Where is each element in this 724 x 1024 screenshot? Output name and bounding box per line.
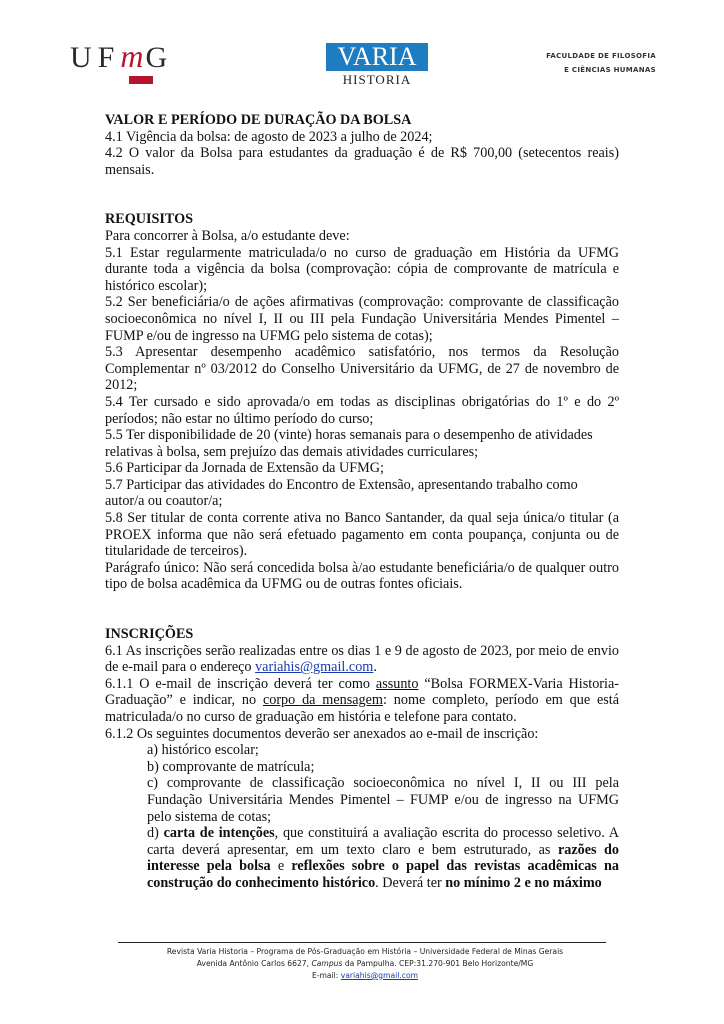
doc-d-text-1: , que constituirá a avaliação escrita do processo seletivo. A carta deverá apresentar, em um texto claro e bem estruturado, as [147,825,619,858]
item-4-2: 4.2 O valor da Bolsa para estudantes da graduação é de R$ 700,00 (setecentos reais) mensais. [105,145,619,178]
ufmg-logo [70,40,200,84]
varia-logo-bottom: HISTORIA [342,72,412,87]
varia-logo-top: VARIA [337,43,417,71]
doc-d-text-3: . Deverá ter [375,874,446,891]
section-valor [105,112,619,178]
item-5-1: 5.1 Estar regularmente matriculada/o no curso de graduação em História da UFMG durante toda a vigência da bolsa (comprovação: cópia de comprovante de matrícula e histórico escolar); [105,244,619,294]
footer-divider [118,942,606,943]
item-5-2: 5.2 Ser beneficiária/o de ações afirmativas (comprovação: comprovante de classificação socioeconômica no nível I, II ou III pela Fundação Universitária Mendes Pimentel – FUMP e/ou de ingresso na UFMG pelo sistema de cotas); [105,294,619,344]
item-6-1-1-part-c: : nome completo, período em que está matriculada/o no curso de graduação em história e telefone para contato. [105,692,620,725]
item-5-3: 5.3 Apresentar desempenho acadêmico satisfatório, nos termos da Resolução Complementar nº 03/2012 do Conselho Universitário da UFMG, de 27 de novembro de 2012; [105,344,619,394]
footer-address-end: da Pampulha. CEP:31.270-901 Belo Horizonte/MG [342,958,534,968]
item-6-1-1 [105,676,619,726]
page-footer [110,946,620,981]
footer-line-3 [110,970,620,982]
varia-logo-box [326,43,428,71]
ufmg-logo-letters-left: UF [70,41,121,74]
item-4-1: 4.1 Vigência da bolsa: de agosto de 2023 a julho de 2024; [105,128,433,145]
doc-d-bold-4: no mínimo 2 e no máximo [445,874,602,891]
footer-email-label: E-mail: [311,970,341,980]
item-6-1 [105,643,619,676]
section-requisitos [105,211,619,593]
item-6-1-2: 6.1.2 Os seguintes documentos deverão ser anexados ao e-mail de inscrição: [105,725,539,742]
item-6-1-end: . [373,659,377,676]
doc-item-b: b) comprovante de matrícula; [147,758,315,775]
ufmg-logo-letters [70,40,173,74]
ufmg-logo-letters-right: G [145,41,174,74]
doc-item-c: c) comprovante de classificação socioeconômica no nível I, II ou III pela Fundação Universitária Mendes Pimentel – FUMP e/ou de ingresso na UFMG pelo sistema de cotas; [147,775,619,825]
footer-email-link[interactable]: variahis@gmail.com [340,970,418,980]
underlined-assunto: assunto [375,675,419,692]
underlined-corpo: corpo da mensagem [262,692,383,709]
doc-d-bold-2: razões do interesse pela bolsa [147,841,619,875]
item-5-4: 5.4 Ter cursado e sido aprovada/o em todas as disciplinas obrigatórias do 1º e do 2º períodos; não estar no último período do curso; [105,393,619,427]
doc-item-a: a) histórico escolar; [147,742,259,759]
item-5-5: 5.5 Ter disponibilidade de 20 (vinte) horas semanais para o desempenho de atividades relativas à bolsa, sem prejuízo das demais atividades curriculares; [105,427,593,460]
item-6-1-1-part-a: 6.1.1 O e-mail de inscrição deverá ter como [105,675,376,692]
item-6-1-1-part-b: “Bolsa FORMEX-Varia Historia-Graduação” e indicar, no [105,675,619,709]
doc-item-d [147,825,619,891]
document-body [105,112,619,892]
varia-historia-logo [326,43,428,87]
paragrafo-unico: Parágrafo único: Não será concedida bolsa à/ao estudante beneficiária/o de qualquer outro tipo de bolsa acadêmica da UFMG ou de outras fontes oficiais. [105,559,619,593]
requisitos-intro: Para concorrer à Bolsa, a/o estudante deve: [105,227,350,244]
doc-d-prefix: d) [147,825,164,842]
footer-line-2 [110,958,620,970]
doc-d-text-2: e [270,858,292,875]
doc-d-bold-3: reflexões sobre o papel das revistas acadêmicas na construção do conhecimento histórico [147,858,619,891]
footer-address: Avenida Antônio Carlos 6627, [196,958,312,968]
documents-list [105,742,619,891]
faculty-line-2: E CIÊNCIAS HUMANAS [564,66,656,74]
item-5-6: 5.6 Participar da Jornada de Extensão da UFMG; [105,460,384,477]
section-title-inscricoes: INSCRIÇÕES [105,626,194,643]
doc-d-bold-1: carta de intenções [163,825,275,842]
ufmg-logo-bar [129,76,153,84]
footer-campus: Campus [311,958,343,968]
email-link[interactable]: variahis@gmail.com [255,659,374,676]
faculty-line-1: FACULDADE DE FILOSOFIA [546,52,656,60]
ufmg-logo-m: m [120,38,146,74]
section-title-valor: VALOR E PERÍODO DE DURAÇÃO DA BOLSA [105,112,412,128]
section-title-requisitos: REQUISITOS [105,211,194,228]
footer-line-1: Revista Varia Historia – Programa de Pós-Graduação em História – Universidade Federal de Minas Gerais [166,947,564,956]
faculty-logo [546,49,656,77]
item-5-7: 5.7 Participar das atividades do Encontro de Extensão, apresentando trabalho como autor/a ou coautor/a; [105,476,578,510]
item-6-1-text: 6.1 As inscrições serão realizadas entre os dias 1 e 9 de agosto de 2023, por meio de envio de e-mail para o endereço [105,642,619,676]
section-inscricoes [105,626,619,892]
item-5-8: 5.8 Ser titular de conta corrente ativa no Banco Santander, da qual seja única/o titular (a PROEX informa que não será efetuado pagamento em conta poupança, conjunta ou de titularidade de terceiros). [105,510,619,560]
spacer [105,593,619,626]
spacer [105,178,619,211]
